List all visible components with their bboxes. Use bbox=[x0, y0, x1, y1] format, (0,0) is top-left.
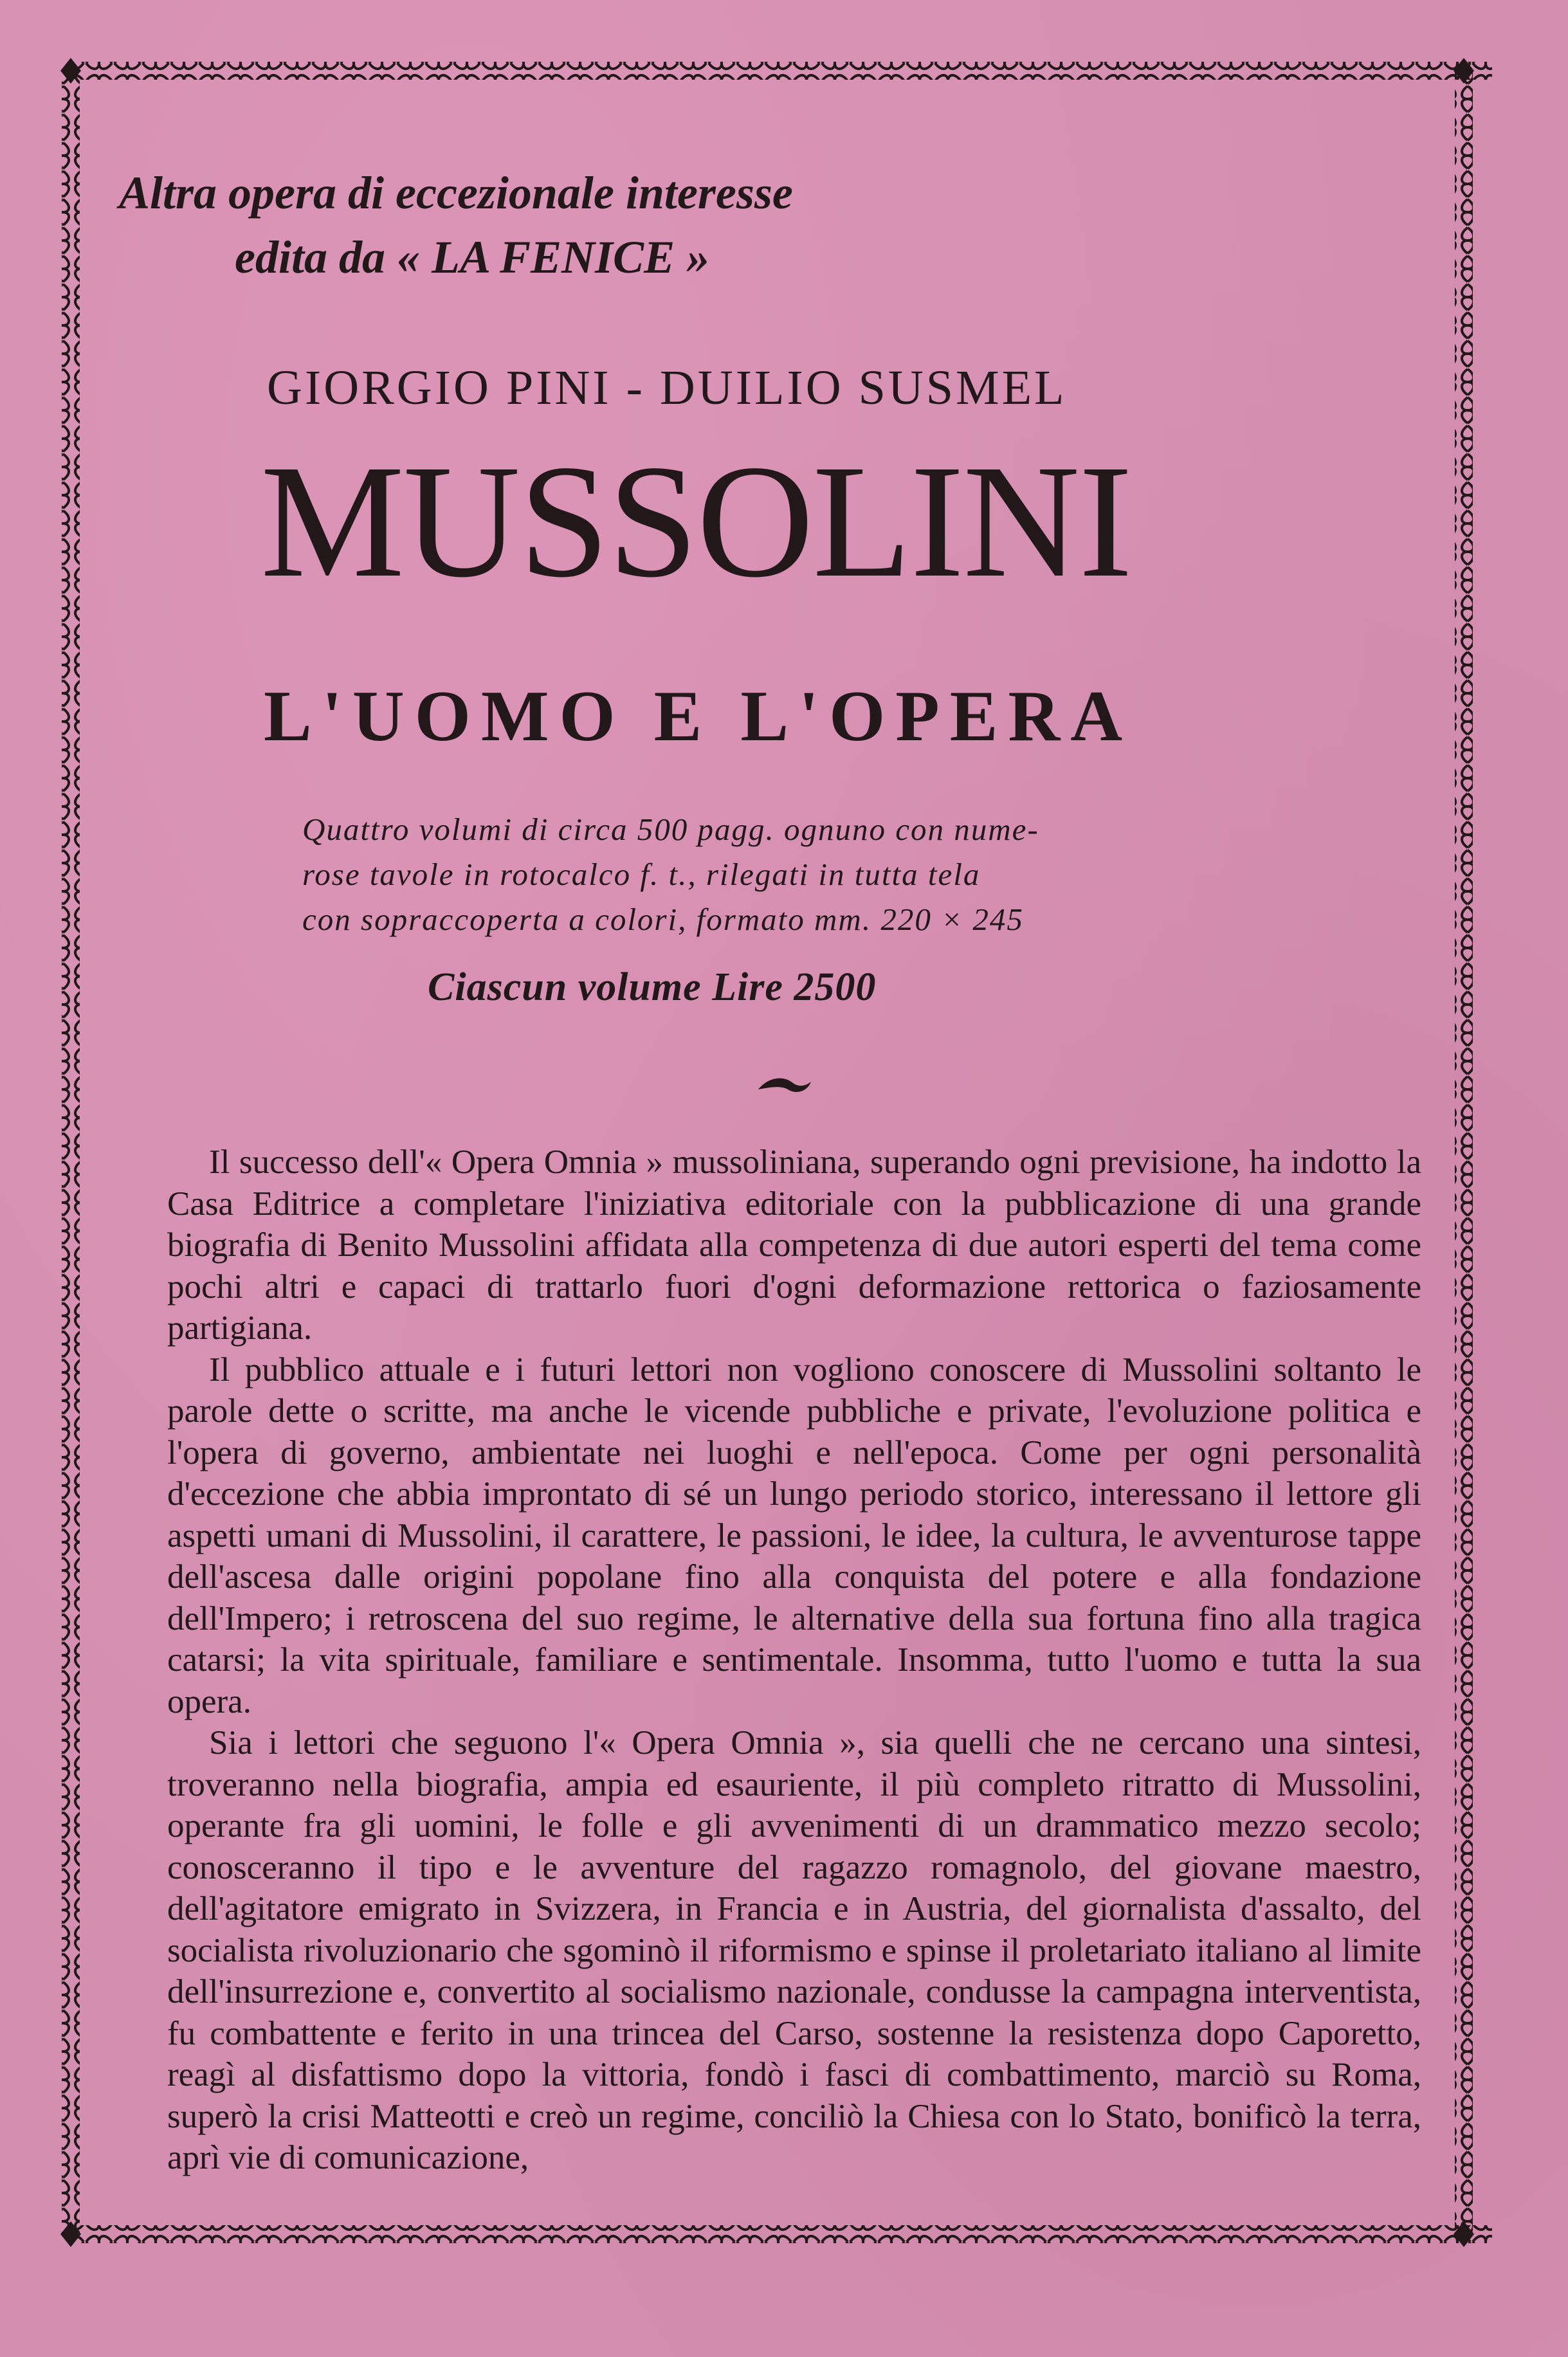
advertisement-header bbox=[119, 161, 1418, 1009]
price: Ciascun volume Lire 2500 bbox=[428, 965, 877, 1009]
intro-line-2: edita da « LA FENICE » bbox=[235, 232, 710, 283]
intro-line-1: Altra opera di eccezionale interesse bbox=[119, 167, 793, 219]
book-description bbox=[302, 807, 1408, 942]
border-bottom bbox=[71, 2225, 1492, 2243]
book-title: MUSSOLINI bbox=[260, 431, 1132, 611]
intro-text bbox=[119, 161, 1418, 289]
book-subtitle: L'UOMO E L'OPERA bbox=[264, 677, 1133, 756]
body-paragraph-3: Sia i lettori che seguono l'« Opera Omnia », sia quelli che ne cercano una sintesi, troveranno nella biografia, ampia ed esauriente, il più completo ritratto di Mussolini, operante fra gli uomini, le folle e gli avvenimenti di un drammatico mezzo secolo; conosceranno il tipo e le avventure del ragazzo romagnolo, del giovane maestro, dell'agitatore emigrato in Svizzera, in Francia e in Austria, del giornalista d'assalto, del socialista rivoluzionario che sgominò il riformismo e spinse il proletariato italiano al limite dell'insurrezione e, convertito al socialismo nazionale, condusse la campagna interventista, fu combattente e ferito in una trincea del Carso, sostenne la resistenza dopo Caporetto, reagì al disfattismo dopo la vittoria, fondò i fasci di combattimento, marciò su Roma, superò la crisi Matteotti e creò un regime, conciliò la Chiesa con lo Stato, bonificò la terra, aprì vie di comunicazione, bbox=[167, 1724, 1421, 2176]
description-line-3: con sopraccoperta a colori, formato mm. 220 × 245 bbox=[302, 902, 1024, 937]
border-left bbox=[62, 71, 80, 2234]
authors: GIORGIO PINI - DUILIO SUSMEL bbox=[267, 361, 1067, 415]
description-line-2: rose tavole in rotocalco f. t., rilegati in tutta tela bbox=[302, 857, 981, 892]
border-top bbox=[71, 62, 1492, 80]
body-text bbox=[167, 1142, 1421, 2179]
body-paragraph-1: Il successo dell'« Opera Omnia » mussoliniana, superando ogni previsione, ha indotto la Casa Editrice a completare l'iniziativa editoriale con la pubblicazione di una grande biografia di Benito Mussolini affidata alla competenza di due autori esperti del tema come pochi altri e capaci di trattarlo fuori d'ogni deformazione rettorica o faziosamente partigiana. bbox=[167, 1143, 1421, 1347]
fleuron-ornament bbox=[756, 1073, 814, 1098]
body-paragraph-2: Il pubblico attuale e i futuri lettori non vogliono conoscere di Mussolini soltanto le parole dette o scritte, ma anche le vicende pubbliche e private, l'evoluzione politica e l'opera di governo, ambientate nei luoghi e nell'epoca. Come per ogni personalità d'eccezione che abbia improntato di sé un lungo periodo storico, interessano il lettore gli aspetti umani di Mussolini, il carattere, le passioni, le idee, la cultura, le avventurose tappe dell'ascesa dalle origini popolane fino alla conquista del potere e alla fondazione dell'Impero; i retroscena del suo regime, le alternative della sua fortuna fino alla tragica catarsi; la vita spirituale, familiare e sentimentale. Insomma, tutto l'uomo e tutta la sua opera. bbox=[167, 1351, 1421, 1720]
border-right bbox=[1455, 71, 1473, 2234]
description-line-1: Quattro volumi di circa 500 pagg. ognuno con nume- bbox=[302, 812, 1039, 847]
